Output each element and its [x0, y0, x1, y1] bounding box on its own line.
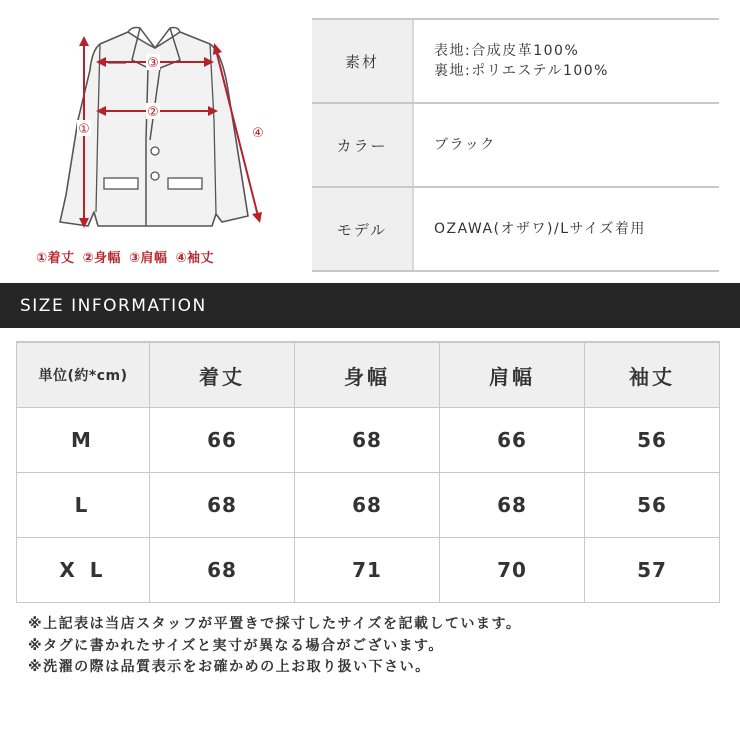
spec-row-color [312, 104, 719, 188]
legend-shoulder: ③肩幅 [129, 251, 168, 266]
measurement-notes [28, 614, 728, 679]
table-cell: 68 [295, 408, 440, 473]
column-header-length: 着丈 [150, 342, 295, 408]
table-cell: 68 [150, 473, 295, 538]
column-header-sleeve: 袖丈 [585, 342, 720, 408]
spec-label: 素材 [312, 20, 414, 102]
spec-value [414, 188, 719, 270]
legend-length: ①着丈 [36, 251, 75, 266]
table-cell: 68 [150, 538, 295, 603]
button-icon [151, 172, 159, 180]
jacket-diagram [0, 0, 300, 275]
column-header-body-width: 身幅 [295, 342, 440, 408]
marker-4-label: ④ [252, 126, 264, 141]
table-cell: 56 [585, 408, 720, 473]
marker-2-label: ② [147, 105, 159, 120]
banner-title: SIZE INFORMATION [20, 295, 207, 316]
note-line: ※上記表は当店スタッフが平置きで採寸したサイズを記載しています。 [28, 616, 522, 632]
legend-body-width: ②身幅 [82, 251, 122, 266]
table-row [17, 473, 720, 538]
size-label: L [17, 473, 150, 538]
spec-value [414, 104, 719, 186]
pocket-icon [104, 178, 138, 189]
table-cell: 57 [585, 538, 720, 603]
table-cell: 70 [440, 538, 585, 603]
note-line: ※洗濯の際は品質表示をお確かめの上お取り扱い下さい。 [28, 659, 431, 675]
product-spec-table [312, 18, 719, 272]
spec-label: カラー [312, 104, 414, 186]
size-information-banner [0, 283, 740, 328]
size-label: X L [17, 538, 150, 603]
table-cell: 68 [440, 473, 585, 538]
spec-value-line: OZAWA(オザワ)/Lサイズ着用 [434, 221, 646, 237]
spec-row-model [312, 188, 719, 272]
button-icon [151, 147, 159, 155]
marker-1-label: ① [78, 122, 90, 137]
table-cell: 56 [585, 473, 720, 538]
table-cell: 66 [150, 408, 295, 473]
size-table [16, 341, 720, 603]
measurement-legend [36, 247, 276, 266]
spec-value-line: 裏地:ポリエステル100% [434, 63, 609, 79]
table-row [17, 408, 720, 473]
pocket-icon [168, 178, 202, 189]
spec-label: モデル [312, 188, 414, 270]
spec-row-material [312, 18, 719, 104]
spec-value-line: 表地:合成皮革100% [434, 43, 580, 59]
table-row [17, 538, 720, 603]
column-header-shoulder: 肩幅 [440, 342, 585, 408]
table-cell: 68 [295, 473, 440, 538]
table-cell: 71 [295, 538, 440, 603]
spec-value [414, 20, 719, 102]
marker-3-label: ③ [147, 56, 159, 71]
spec-value-line: ブラック [434, 137, 496, 153]
unit-header: 単位(約*cm) [17, 342, 150, 408]
legend-sleeve: ④袖丈 [175, 251, 215, 266]
table-cell: 66 [440, 408, 585, 473]
size-label: M [17, 408, 150, 473]
size-table-header-row [17, 342, 720, 408]
note-line: ※タグに書かれたサイズと実寸が異なる場合がございます。 [28, 637, 444, 654]
